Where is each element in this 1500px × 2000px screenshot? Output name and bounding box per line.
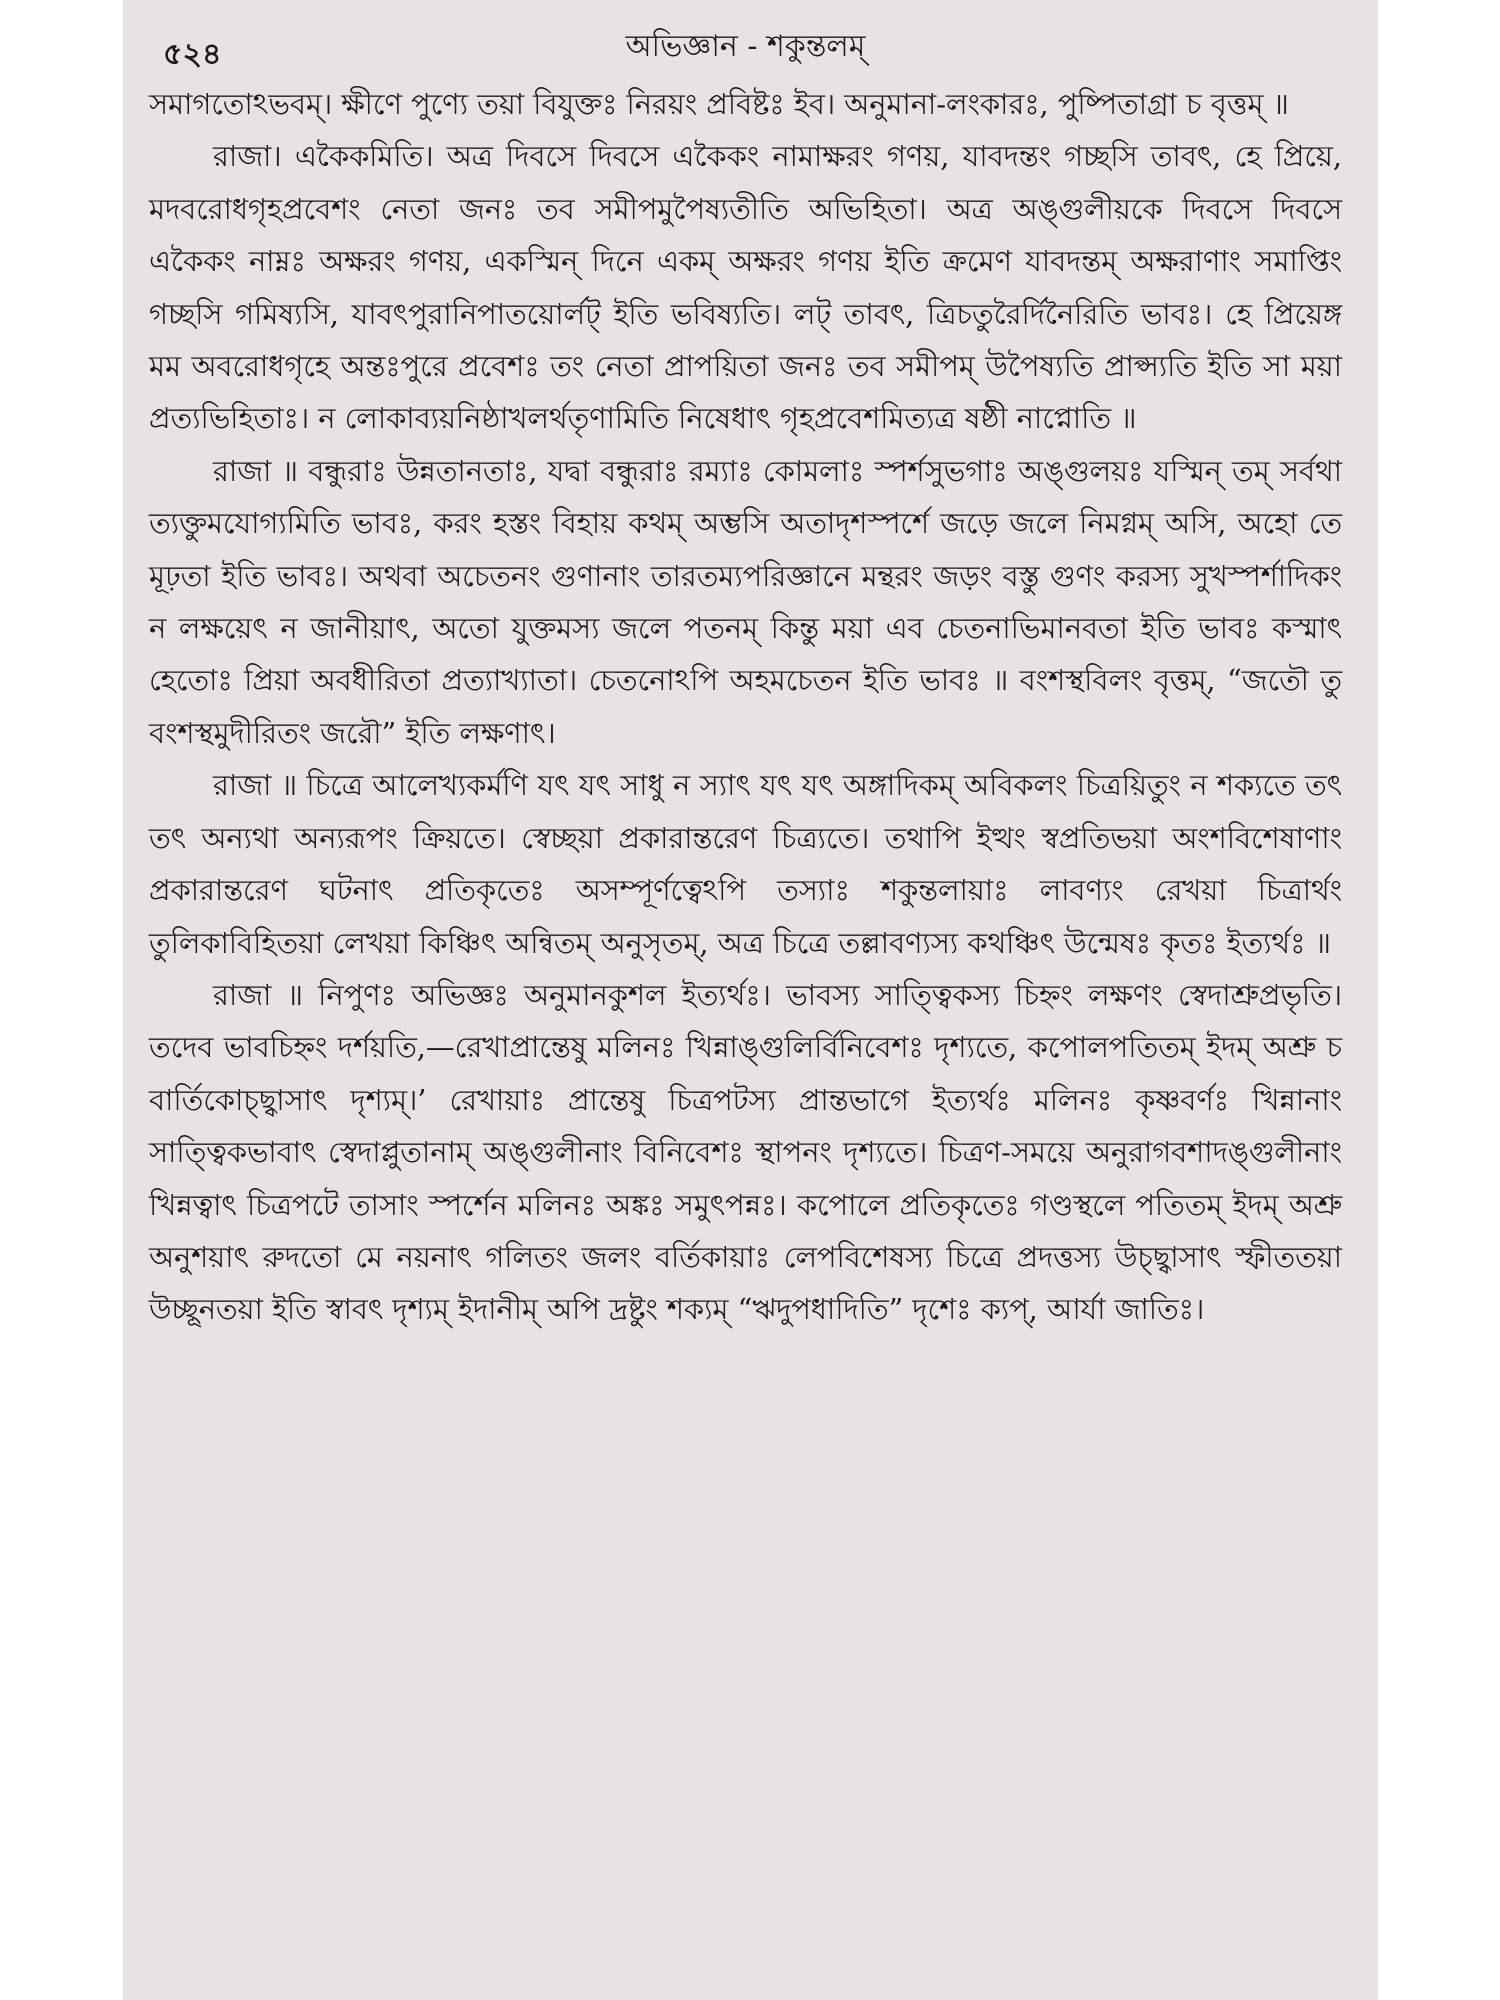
running-title: অভিজ্ঞান - শকুন্তলম্: [625, 29, 866, 64]
page-header: [149, 14, 1342, 70]
paragraph-raja-bandhura: রাজা ॥ বন্ধুরাঃ উন্নতানতাঃ, যদ্বা বন্ধুরাঃ রম্যাঃ কোমলাঃ স্পর্শসুভগাঃ অঙ্গুলয়ঃ যস্মিন্ তম্ সর্বথা ত্যক্তুমযোগ্যমিতি ভাবঃ, করং হস্তং বিহায় কথম্ অম্ভসি অতাদৃশস্পর্শে জড়ে জলে নিমগ্নম্ অসি, অহো তে মূঢ়তা ইতি ভাবঃ। অথবা অচেতনং গুণানাং তারতম্যপরিজ্ঞানে মন্থরং জড়ং বস্তু গুণং করস্য সুখস্পর্শাদিকং ন লক্ষয়েৎ ন জানীয়াৎ, অতো যুক্তমস্য জলে পতনম্ কিন্তু ময়া এব চেতনাভিমানবতা ইতি ভাবঃ কস্মাৎ হেতোঃ প্রিয়া অবধীরিতা প্রত্যাখ্যাতা। চেতনোঽপি অহমচেতন ইতি ভাবঃ ॥ বংশস্থবিলং বৃত্তম্, “জতৌ তু বংশস্থমুদীরিতং জরৌ” ইতি লক্ষণাৎ।: [149, 453, 1342, 750]
book-page: [123, 0, 1378, 2000]
paragraph-raja-ekaikam: রাজা। একৈকমিতি। অত্র দিবসে দিবসে একৈকং নামাক্ষরং গণয়, যাবদন্তং গচ্ছসি তাবৎ, হে প্রিয়ে, মদবরোধগৃহপ্রবেশং নেতা জনঃ তব সমীপমুপৈষ্যতীতি অভিহিতা। অত্র অঙ্গুলীয়কে দিবসে দিবসে একৈকং নাম্নঃ অক্ষরং গণয়, একস্মিন্ দিনে একম্ অক্ষরং গণয় ইতি ক্রমেণ যাবদন্তম্ অক্ষরাণাং সমাপ্তিং গচ্ছসি গমিষ্যসি, যাবৎপুরানিপাতয়োর্লট্ ইতি ভবিষ্যতি। লট্ তাবৎ, ত্রিচতুরৈর্দিনৈরিতি ভাবঃ। হে প্রিয়েঙ্গ মম অবরোধগৃহে অন্তঃপুরে প্রবেশঃ তং নেতা প্রাপয়িতা জনঃ তব সমীপম্ উপৈষ্যতি প্রাপ্স্যতি ইতি সা ময়া প্রত্যভিহিতাঃ। ন লোকাব্যয়নিষ্ঠাখলর্থতৃণামিতি নিষেধাৎ গৃহপ্রবেশমিত্যত্র ষষ্ঠী নাপ্নোতি ॥: [149, 139, 1342, 436]
paragraph-raja-chitre: রাজা ॥ চিত্রে আলেখ্যকর্মণি যৎ যৎ সাধু ন স্যাৎ যৎ যৎ অঙ্গাদিকম্ অবিকলং চিত্রয়িতুং ন শক্যতে তৎ তৎ অন্যথা অন্যরূপং ক্রিয়তে। স্বেচ্ছয়া প্রকারান্তরেণ চিত্র্যতে। তথাপি ইত্থং স্বপ্রতিভয়া অংশবিশেষাণাং প্রকারান্তরেণ ঘটনাৎ প্রতিকৃতেঃ অসম্পূর্ণত্বেঽপি তস্যাঃ শকুন্তলায়াঃ লাবণ্যং রেখয়া চিত্রার্থং তুলিকাবিহিতয়া লেখয়া কিঞ্চিৎ অন্বিতম্ অনুসৃতম্, অত্র চিত্রে তল্লাবণ্যস্য কথঞ্চিৎ উন্মেষঃ কৃতঃ ইত্যর্থঃ ॥: [149, 768, 1342, 960]
paragraph-continuation: সমাগতোঽভবম্। ক্ষীণে পুণ্যে তয়া বিযুক্তঃ নিরয়ং প্রবিষ্টঃ ইব। অনুমানা-লংকারঃ, পুষ্পিতাগ্রা চ বৃত্তম্ ॥: [149, 87, 1289, 121]
paragraph-raja-nipuna: রাজা ॥ নিপুণঃ অভিজ্ঞঃ অনুমানকুশল ইত্যর্থঃ। ভাবস্য সাত্ত্বিকস্য চিহ্নং লক্ষণং স্বেদাশ্রুপ্রভৃতি। তদেব ভাবচিহ্নং দর্শয়তি,—রেখাপ্রান্তেষু মলিনঃ খিন্নাঙ্গুলির্বিনিবেশঃ দৃশ্যতে, কপোলপতিতম্ ইদম্ অশ্রু চ বার্তিকোচ্ছ্বাসাৎ দৃশ্যম্।’ রেখায়াঃ প্রান্তেষু চিত্রপটস্য প্রান্তভাগে ইত্যর্থঃ মলিনঃ কৃষ্ণবর্ণঃ খিন্নানাং সাত্ত্বিকভাবাৎ স্বেদাপ্লুতানাম্ অঙ্গুলীনাং বিনিবেশঃ স্থাপনং দৃশ্যতে। চিত্রণ-সময়ে অনুরাগবশাদঙ্গুলীনাং খিন্নত্বাৎ চিত্রপটে তাসাং স্পর্শেন মলিনঃ অঙ্কঃ সমুৎপন্নঃ। কপোলে প্রতিকৃতেঃ গণ্ডস্থলে পতিতম্ ইদম্ অশ্রু অনুশয়াৎ রুদতো মে নয়নাৎ গলিতং জলং বর্তিকায়াঃ লেপবিশেষস্য চিত্রে প্রদত্তস্য উচ্ছ্বাসাৎ স্ফীততয়া উচ্ছূনতয়া ইতি স্বাবৎ দৃশ্যম্ ইদানীম্ অপি দ্রষ্টুং শক্যম্ “ঋদুপধাদিতি” দৃশেঃ ক্যপ্, আর্যা জাতিঃ।: [149, 977, 1342, 1327]
commentary-text: [149, 78, 1342, 1336]
page-number: ৫২৪: [163, 37, 222, 72]
